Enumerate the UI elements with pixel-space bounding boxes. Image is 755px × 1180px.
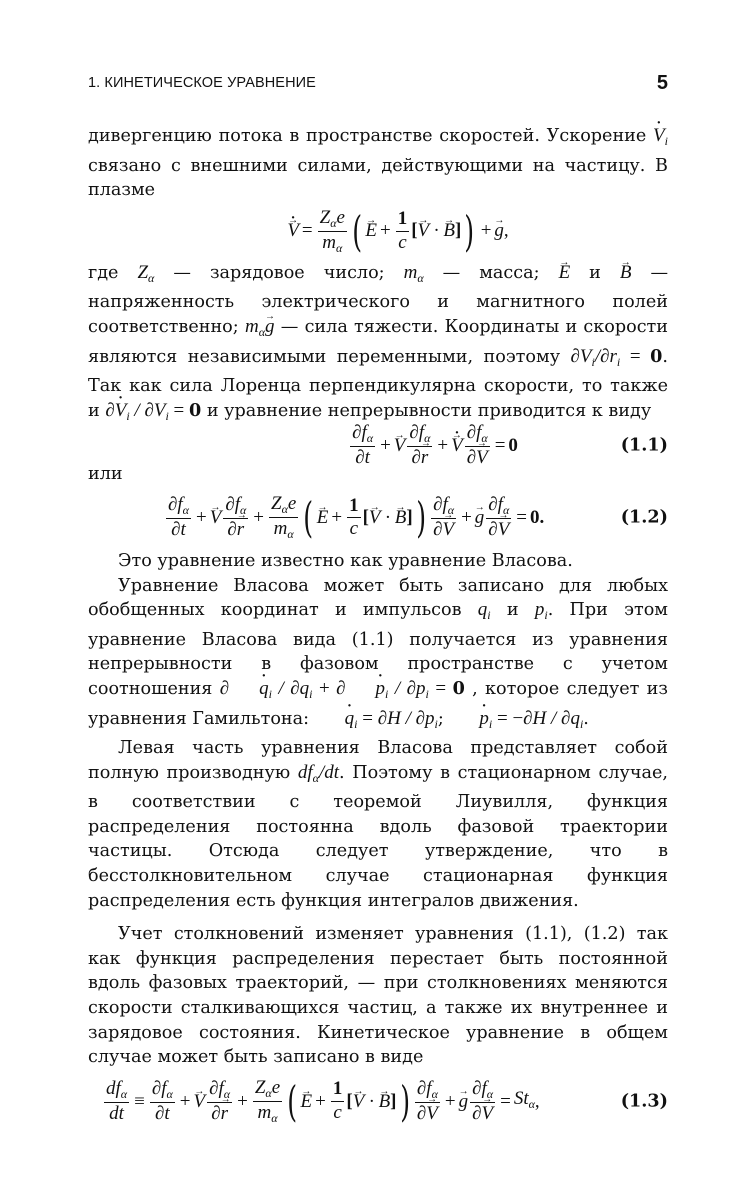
text-p4b: и xyxy=(506,600,519,621)
paragraph-5: Левая часть уравнения Власова представляет собой полную производную $df_\alpha/dt$. Поэтому в стационарном случае, в соответствии с теоремой Лиувилля, функция распределения постоянна вдоль фазовой траектории частицы. Отсюда следует утверждение, что в бесстолкновительном случае стационарная функция распределения есть функция интегралов движения. xyxy=(88,738,669,911)
running-head: 1. КИНЕТИЧЕСКОЕ УРАВНЕНИЕ xyxy=(88,75,316,91)
text-p2f: — сила тяжести. Координаты и скорости являются независимыми переменными, поэтому xyxy=(88,316,669,367)
paragraph-4: Уравнение Власова может быть записано для любых обобщенных координат и импульсов $q_i$ и $p_i$. При этом уравнение Власова вида (1.1) получается из уравнения непрерывности в фазовом пространстве с учетом соотношения ∂ $q \cdot_i / \partial q_i$ + ∂ $p \cdot_i / \partial p_i = 0$ , которое следует из уравнения Гамильтона: $q \cdot_i = \partial H / \partial p_i$; $p \cdot_i = -\partial H / \partial q_i$. xyxy=(88,574,668,737)
text-p1b: связано с внешними силами, действующими на частицу. В плазме xyxy=(88,155,668,201)
text-p5b: . Поэтому в стационарном случае, в соответствии с теоремой Лиувилля, функция распределения постоянна вдоль фазовой траектории частицы. Отсюда следует утверждение, что в бесстолкновительном случае стационарная функция распределения есть функция интегралов движения. xyxy=(88,762,669,911)
equation-1-3: $\frac{df_\alpha}{dt}$ ≡ $\frac{\partial f_\alpha}{\partial t}$ + → V $\frac{\partial f_\alpha}{\partial\to r}$ + $\frac{Z_\alpha e}{m_\alpha}$ ( → E + $\frac{1}{c}$ [→ V · → B] ) $\frac{\partial f_\alpha}{\partial\to V}$ + → g $\frac{\partial f_\alpha}{\partial\to V}$ = $St_\alpha$ , (1.3) xyxy=(88,1070,668,1134)
text-p3: Это уравнение известно как уравнение Власова. xyxy=(118,550,573,571)
text-p2e: — напряженность электрического и магнитного полей соответственно; xyxy=(88,262,669,337)
text-p4d: , которое следует из уравнения Гамильтона: xyxy=(88,678,668,729)
paragraph-6 xyxy=(88,922,668,1070)
text-p2g: Так как сила Лоренца перпендикулярна скорости, то также и xyxy=(88,376,668,421)
equation-1-1: $\frac{\partial f_\alpha}{\partial t}$ + → V $\frac{\partial f_\alpha}{\partial\to r}$ + → V · $\frac{\partial f_\alpha}{\partial\to V}$ = 0 (1.1) xyxy=(88,420,668,472)
text-p1a: дивергенцию потока в пространстве скоростей. Ускорение xyxy=(88,126,647,146)
body-text xyxy=(88,124,668,1134)
equation-number-1-3: (1.3) xyxy=(620,1090,668,1112)
text-p2d: и xyxy=(589,262,601,283)
text-p2c: — масса; xyxy=(442,262,540,283)
text-or: или xyxy=(88,464,123,485)
text-p2h: и уравнение непрерывности приводится к виду xyxy=(206,400,652,421)
text-p6: Учет столкновений изменяет уравнения (1.1), (1.2) так как функция распределения перестает быть постоянной вдоль фазовых траекторий, — при столкновениях меняются скорости сталкивающихся частиц, а также их внутреннее и зарядовое состояния. Кинетическое уравнение в общем случае может быть записано в виде xyxy=(88,924,668,1068)
equation-lorentz: → V · = $\frac{Z_\alpha e}{m_\alpha}$ ( → E + $\frac{1}{c}$ [→ V · → B] ) + → g , xyxy=(88,203,668,261)
math-vi-dot: $V \cdot_i$ xyxy=(653,125,668,146)
text-p2b: — зарядовое число; xyxy=(173,262,385,283)
text-p5a: Левая часть уравнения Власова представляет собой полную производную xyxy=(88,738,668,783)
text-p2a: где xyxy=(88,262,119,283)
text-p4a: Уравнение Власова может быть записано для любых обобщенных координат и импульсов xyxy=(88,575,668,621)
paragraph-2: где $Z_\alpha$ — зарядовое число; $m_\alpha$ — масса; → E и → B — напряженность электрического и магнитного полей соответственно; $m_\alpha\to g$ — сила тяжести. Координаты и скорости являются независимыми переменными, поэтому $\partial V_i/\partial r_i = 0$. Так как сила Лоренца перпендикулярна скорости, то также и $\partial V \cdot_i / \partial V_i = 0$ и уравнение непрерывности приводится к виду xyxy=(88,261,668,429)
equation-1-2: $\frac{\partial f_\alpha}{\partial t}$ + → V $\frac{\partial f_\alpha}{\partial\to r}$ + $\frac{Z_\alpha e}{m_\alpha}$ ( → E + $\frac{1}{c}$ [→ V · → B] ) $\frac{\partial f_\alpha}{\partial\to V}$ + → g $\frac{\partial f_\alpha}{\partial\to V}$ = 0. (1.2) xyxy=(88,487,668,549)
equation-number-1-1: (1.1) xyxy=(620,435,668,457)
paragraph-1 xyxy=(88,124,668,203)
page-number: 5 xyxy=(656,72,668,94)
equation-number-1-2: (1.2) xyxy=(620,506,668,528)
paragraph-3 xyxy=(88,549,668,574)
page-header xyxy=(88,72,668,98)
text-p4c: . При этом уравнение Власова вида (1.1) получается из уравнения непрерывности в фазовом пространстве с учетом соотношения xyxy=(88,600,668,699)
